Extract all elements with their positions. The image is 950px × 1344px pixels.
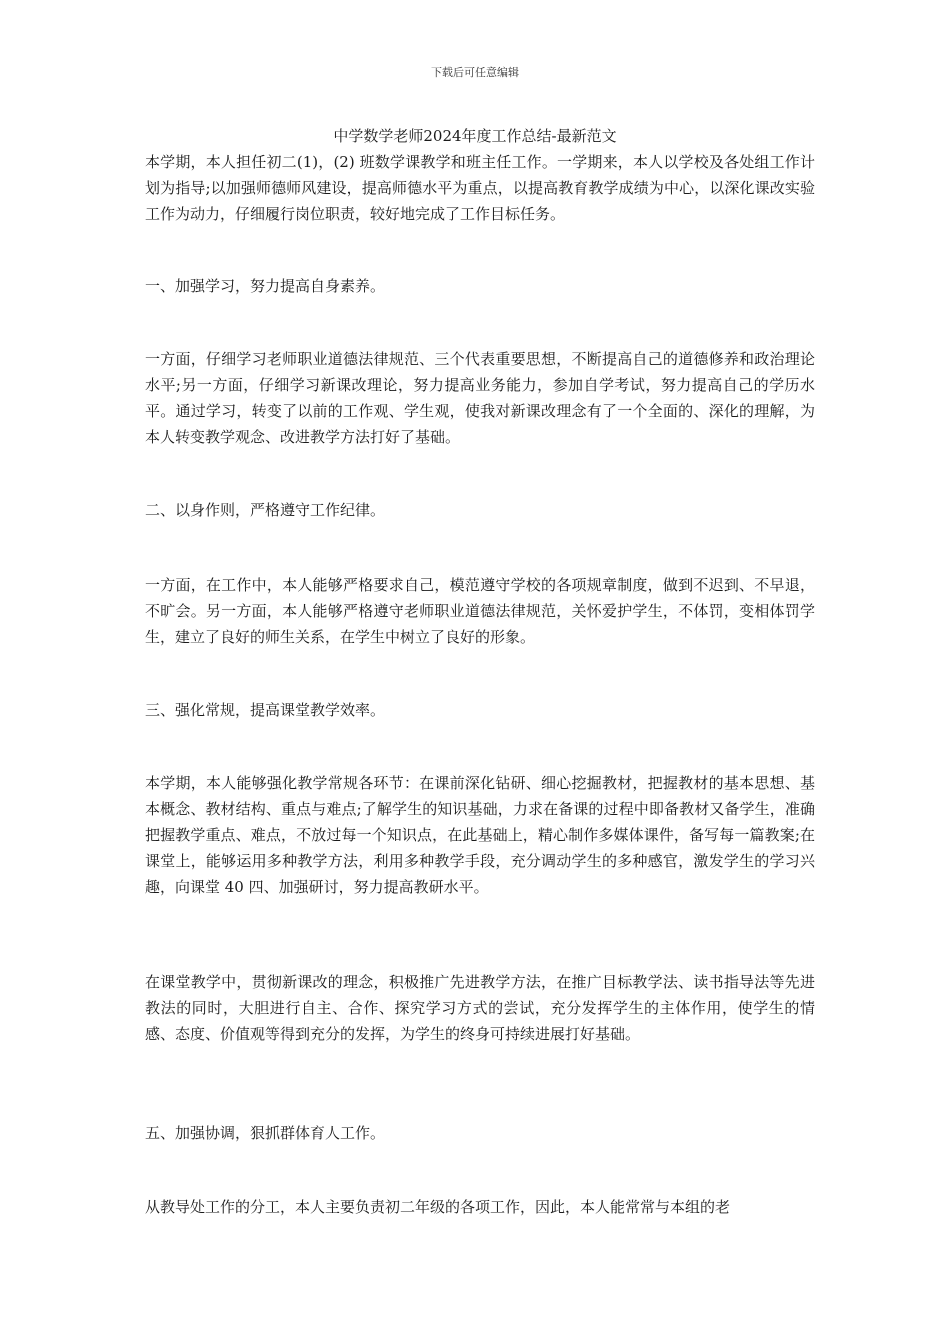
section-heading-5: 五、加强协调，狠抓群体育人工作。 [145, 1124, 386, 1142]
section-paragraph-4: 在课堂教学中，贯彻新课改的理念，积极推广先进教学方法，在推广目标教学法、读书指导法等先进教法的同时，大胆进行自主、合作、探究学习方式的尝试，充分发挥学生的主体作用，使学生的情感、态度、价值观等得到充分的发挥，为学生的终身可持续进展打好基础。 [145, 973, 815, 1043]
section-paragraph-2: 一方面，在工作中，本人能够严格要求自己，模范遵守学校的各项规章制度，做到不迟到、不早退，不旷会。另一方面，本人能够严格遵守老师职业道德法律规范，关怀爱护学生，不体罚，变相体罚学生，建立了良好的师生关系，在学生中树立了良好的形象。 [145, 576, 815, 646]
section-paragraph-3: 本学期，本人能够强化教学常规各环节：在课前深化钻研、细心挖掘教材，把握教材的基本思想、基本概念、教材结构、重点与难点;了解学生的知识基础，力求在备课的过程中即备教材又备学生，准确把握教学重点、难点，不放过每一个知识点，在此基础上，精心制作多媒体课件，备写每一篇教案;在课堂上，能够运用多种教学方法，利用多种教学手段，充分调动学生的多种感官，激发学生的学习兴趣，向课堂 40 四、加强研讨，努力提高教研水平。 [145, 774, 815, 896]
document-title: 中学数学老师2024年度工作总结-最新范文 [333, 127, 617, 145]
intro-paragraph: 本学期，本人担任初二(1)，(2) 班数学课教学和班主任工作。一学期来，本人以学校及各处组工作计划为指导;以加强师德师风建设，提高师德水平为重点，以提高教育教学成绩为中心，以深化课改实验工作为动力，仔细履行岗位职责，较好地完成了工作目标任务。 [145, 153, 815, 223]
section-paragraph-1: 一方面，仔细学习老师职业道德法律规范、三个代表重要思想，不断提高自己的道德修养和政治理论水平;另一方面，仔细学习新课改理论，努力提高业务能力，参加自学考试，努力提高自己的学历水平。通过学习，转变了以前的工作观、学生观，使我对新课改理念有了一个全面的、深化的理解，为本人转变教学观念、改进教学方法打好了基础。 [145, 350, 815, 446]
section-heading-2: 二、以身作则，严格遵守工作纪律。 [145, 501, 386, 519]
section-heading-3: 三、强化常规，提高课堂教学效率。 [145, 701, 386, 719]
section-heading-1: 一、加强学习，努力提高自身素养。 [145, 277, 386, 295]
section-paragraph-5: 从教导处工作的分工，本人主要负责初二年级的各项工作，因此，本人能常常与本组的老 [145, 1198, 731, 1216]
header-note: 下载后可任意编辑 [431, 66, 519, 79]
